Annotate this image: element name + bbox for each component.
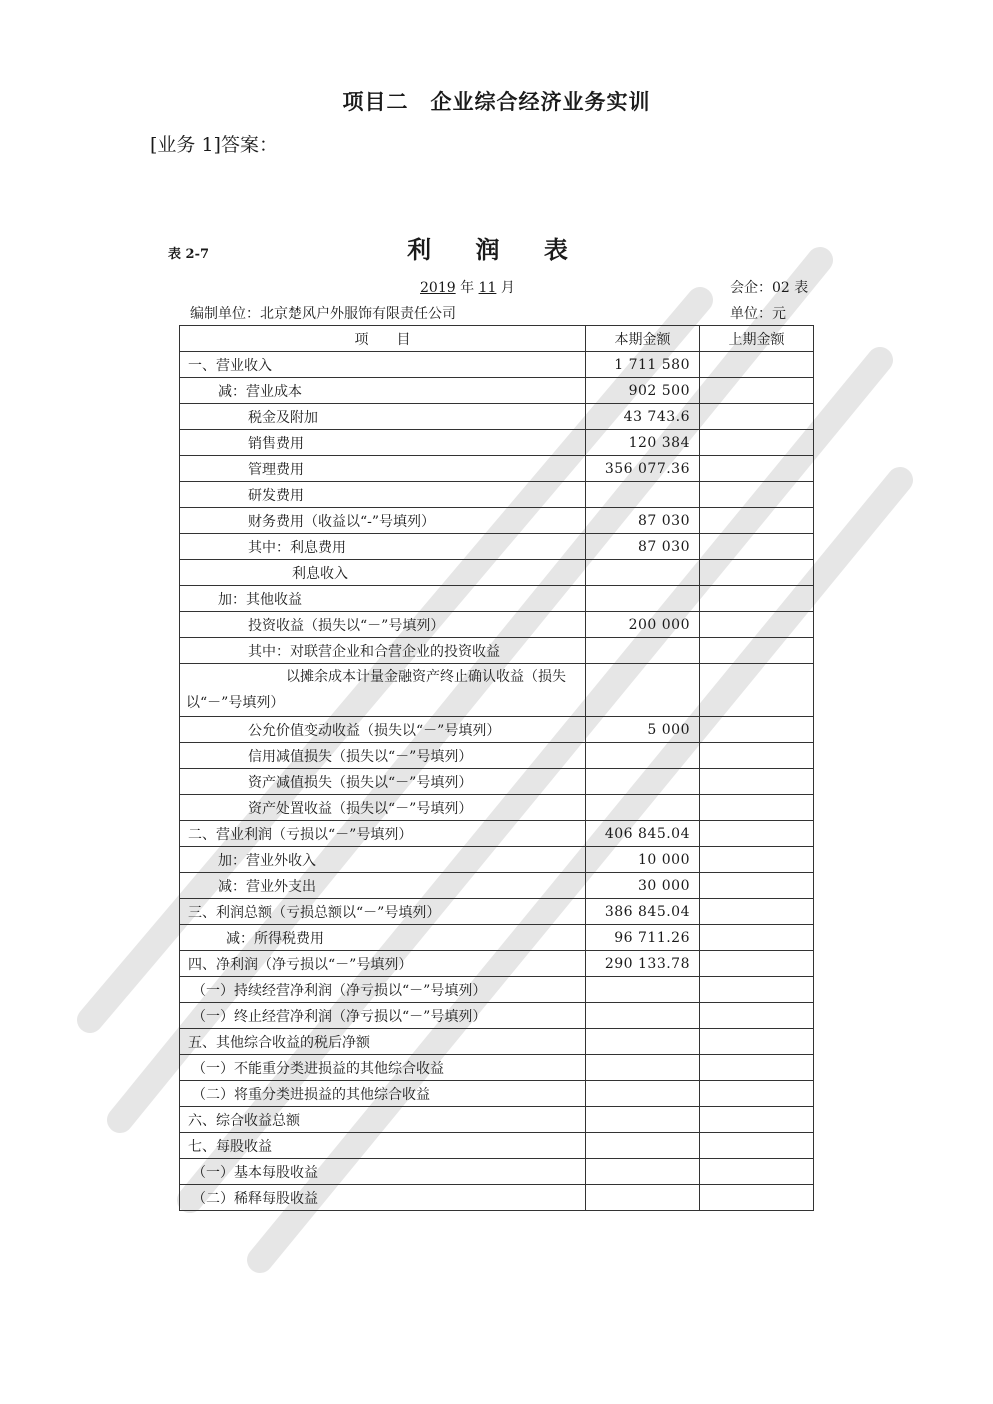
row-previous (700, 508, 814, 534)
table-row (180, 1185, 814, 1211)
table-row (180, 1107, 814, 1133)
table-row (180, 1003, 814, 1029)
row-label: 研发费用 (180, 482, 586, 508)
row-label: 加：其他收益 (180, 586, 586, 612)
row-label: 六、综合收益总额 (180, 1107, 586, 1133)
row-current: 406 845.04 (586, 821, 700, 847)
table-row (180, 795, 814, 821)
row-current: 356 077.36 (586, 456, 700, 482)
row-label: （一）终止经营净利润（净亏损以“－”号填列） (180, 1003, 586, 1029)
row-current: 200 000 (586, 612, 700, 638)
table-row (180, 899, 814, 925)
table-row (180, 1081, 814, 1107)
table-row (180, 560, 814, 586)
row-previous (700, 1133, 814, 1159)
row-current (586, 1029, 700, 1055)
row-previous (700, 1029, 814, 1055)
row-label: 投资收益（损失以“－”号填列） (180, 612, 586, 638)
table-row (180, 717, 814, 743)
row-previous (700, 1185, 814, 1211)
row-label: 加：营业外收入 (180, 847, 586, 873)
row-previous (700, 560, 814, 586)
row-label: 利息收入 (180, 560, 586, 586)
row-current: 1 711 580 (586, 352, 700, 378)
row-previous (700, 795, 814, 821)
table-row (180, 352, 814, 378)
period-year-unit: 年 (460, 280, 475, 296)
row-previous (700, 1081, 814, 1107)
table-row (180, 482, 814, 508)
row-previous (700, 925, 814, 951)
row-previous (700, 1003, 814, 1029)
row-label: 公允价值变动收益（损失以“－”号填列） (180, 717, 586, 743)
row-current (586, 638, 700, 664)
row-previous (700, 1107, 814, 1133)
table-row (180, 925, 814, 951)
row-current: 96 711.26 (586, 925, 700, 951)
period-month-unit: 月 (500, 280, 515, 296)
row-current (586, 482, 700, 508)
table-header-row (180, 326, 814, 352)
row-previous (700, 873, 814, 899)
row-current: 5 000 (586, 717, 700, 743)
row-current (586, 743, 700, 769)
row-current (586, 977, 700, 1003)
table-row (180, 977, 814, 1003)
table-row (180, 638, 814, 664)
row-current: 120 384 (586, 430, 700, 456)
row-previous (700, 378, 814, 404)
table-row (180, 378, 814, 404)
row-current (586, 1159, 700, 1185)
page-heading: 项目二 企业综合经济业务实训 (342, 90, 651, 114)
table-row (180, 1055, 814, 1081)
row-previous (700, 951, 814, 977)
row-label: （二）将重分类进损益的其他综合收益 (180, 1081, 586, 1107)
row-label: 减：所得税费用 (180, 925, 586, 951)
row-previous (700, 534, 814, 560)
row-label: 税金及附加 (180, 404, 586, 430)
row-current: 290 133.78 (586, 951, 700, 977)
row-label: 减：营业成本 (180, 378, 586, 404)
row-previous (700, 612, 814, 638)
table-row (180, 1159, 814, 1185)
row-current: 902 500 (586, 378, 700, 404)
row-label: 信用减值损失（损失以“－”号填列） (180, 743, 586, 769)
row-current (586, 795, 700, 821)
statement-period (420, 277, 515, 297)
table-row (180, 1133, 814, 1159)
row-previous (700, 847, 814, 873)
row-current (586, 1081, 700, 1107)
period-year: 2019 (420, 280, 456, 296)
row-label: 以摊余成本计量金融资产终止确认收益（损失以“－”号填列） (180, 664, 586, 717)
row-previous (700, 456, 814, 482)
row-current: 87 030 (586, 534, 700, 560)
statement-title: 利 润 表 (407, 236, 586, 264)
table-code: 表 2-7 (168, 247, 210, 262)
row-label: 三、利润总额（亏损总额以“－”号填列） (180, 899, 586, 925)
currency-unit: 单位：元 (730, 306, 786, 322)
row-label: 财务费用（收益以“-”号填列） (180, 508, 586, 534)
table-row (180, 534, 814, 560)
row-current (586, 769, 700, 795)
table-row (180, 873, 814, 899)
table-row (180, 430, 814, 456)
header-item: 项 目 (180, 326, 586, 352)
table-row (180, 404, 814, 430)
table-row (180, 769, 814, 795)
row-previous (700, 899, 814, 925)
row-current: 10 000 (586, 847, 700, 873)
header-current: 本期金额 (586, 326, 700, 352)
row-current: 87 030 (586, 508, 700, 534)
row-previous (700, 430, 814, 456)
income-statement-table (179, 325, 814, 1211)
row-previous (700, 664, 814, 717)
row-label: 其中：利息费用 (180, 534, 586, 560)
row-current (586, 1185, 700, 1211)
table-row (180, 586, 814, 612)
row-label: 销售费用 (180, 430, 586, 456)
row-current (586, 560, 700, 586)
row-label: （二）稀释每股收益 (180, 1185, 586, 1211)
table-row (180, 508, 814, 534)
row-current (586, 664, 700, 717)
row-label: 其中：对联营企业和合营企业的投资收益 (180, 638, 586, 664)
row-current: 386 845.04 (586, 899, 700, 925)
row-label: （一）基本每股收益 (180, 1159, 586, 1185)
table-row (180, 743, 814, 769)
row-previous (700, 352, 814, 378)
table-row (180, 664, 814, 717)
row-current: 43 743.6 (586, 404, 700, 430)
row-current (586, 1107, 700, 1133)
task-label: [业务 1]答案： (150, 134, 278, 156)
row-previous (700, 977, 814, 1003)
row-label: 管理费用 (180, 456, 586, 482)
row-previous (700, 638, 814, 664)
row-previous (700, 743, 814, 769)
row-label: 四、净利润（净亏损以“－”号填列） (180, 951, 586, 977)
row-label: 资产处置收益（损失以“－”号填列） (180, 795, 586, 821)
row-previous (700, 717, 814, 743)
row-current (586, 586, 700, 612)
period-month: 11 (478, 280, 497, 296)
row-label: （一）不能重分类进损益的其他综合收益 (180, 1055, 586, 1081)
table-row (180, 612, 814, 638)
company-name: 编制单位：北京楚风户外服饰有限责任公司 (190, 306, 456, 322)
row-previous (700, 821, 814, 847)
header-previous: 上期金额 (700, 326, 814, 352)
table-row (180, 456, 814, 482)
row-label: （一）持续经营净利润（净亏损以“－”号填列） (180, 977, 586, 1003)
row-label: 七、每股收益 (180, 1133, 586, 1159)
row-current (586, 1003, 700, 1029)
row-current (586, 1055, 700, 1081)
row-previous (700, 1055, 814, 1081)
table-row (180, 1029, 814, 1055)
row-label: 减：营业外支出 (180, 873, 586, 899)
row-label: 五、其他综合收益的税后净额 (180, 1029, 586, 1055)
row-previous (700, 1159, 814, 1185)
row-label: 资产减值损失（损失以“－”号填列） (180, 769, 586, 795)
row-label: 二、营业利润（亏损以“－”号填列） (180, 821, 586, 847)
row-current: 30 000 (586, 873, 700, 899)
table-row (180, 951, 814, 977)
row-label: 一、营业收入 (180, 352, 586, 378)
row-previous (700, 404, 814, 430)
row-previous (700, 769, 814, 795)
table-row (180, 847, 814, 873)
row-current (586, 1133, 700, 1159)
form-number: 会企：02 表 (730, 280, 809, 296)
table-row (180, 821, 814, 847)
row-previous (700, 586, 814, 612)
row-previous (700, 482, 814, 508)
